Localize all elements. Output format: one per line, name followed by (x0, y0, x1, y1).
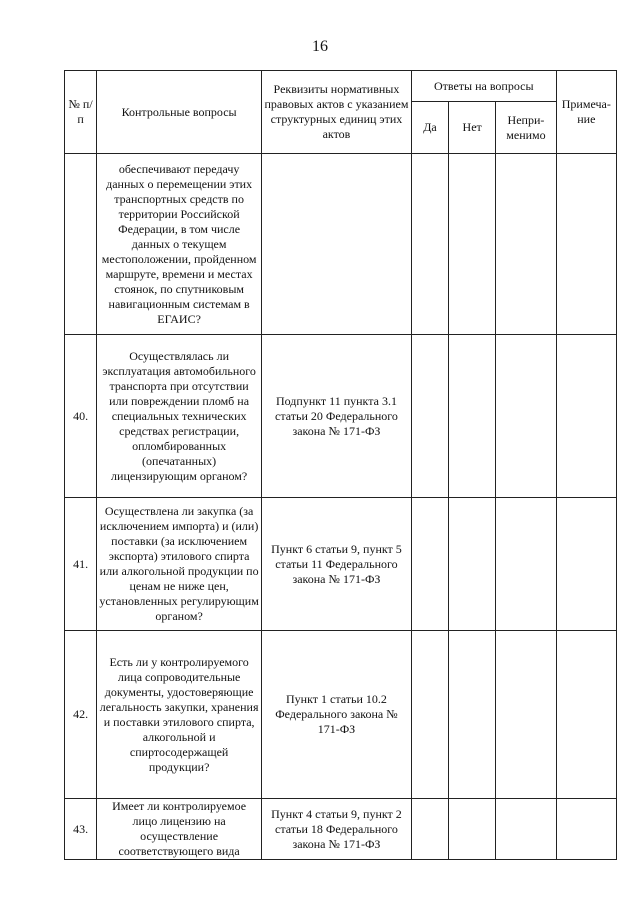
table-row (65, 799, 617, 860)
row-law (262, 154, 412, 335)
table-header-row (65, 71, 617, 102)
answer-yes-cell[interactable] (411, 799, 448, 860)
table-row (65, 631, 617, 799)
row-question: Имеет ли контролируемое лицо лицензию на осуществление соответствующего вида (97, 799, 262, 860)
answer-no-cell[interactable] (449, 154, 496, 335)
note-cell[interactable] (556, 498, 616, 631)
table-row (65, 154, 617, 335)
answer-na-cell[interactable] (496, 498, 556, 631)
table-row (65, 498, 617, 631)
answer-na-cell[interactable] (496, 154, 556, 335)
header-yes: Да (411, 102, 448, 154)
answer-no-cell[interactable] (449, 631, 496, 799)
table-row (65, 335, 617, 498)
answer-yes-cell[interactable] (411, 498, 448, 631)
note-cell[interactable] (556, 335, 616, 498)
answer-na-cell[interactable] (496, 799, 556, 860)
answer-no-cell[interactable] (449, 335, 496, 498)
row-question: обеспечивают передачу данных о перемещении этих транспортных средств по территории Российской Федерации, в том числе данных о текущем местоположении, пройденном маршруте, времени и местах стоянок, по спутниковым навигационным системам в ЕГАИС? (97, 154, 262, 335)
row-law: Пункт 1 статьи 10.2 Федерального закона № 171-ФЗ (262, 631, 412, 799)
answer-yes-cell[interactable] (411, 335, 448, 498)
row-num: 40. (65, 335, 97, 498)
header-answers: Ответы на вопросы (411, 71, 556, 102)
header-note: Примеча-ние (556, 71, 616, 154)
note-cell[interactable] (556, 799, 616, 860)
row-question: Осуществлена ли закупка (за исключением импорта) и (или) поставки (за исключением экспорта) этилового спирта или алкогольной продукции по ценам не ниже цен, установленных регулирующим органом? (97, 498, 262, 631)
header-num: № п/п (65, 71, 97, 154)
row-question: Осуществлялась ли эксплуатация автомобильного транспорта при отсутствии или повреждении пломб на специальных технических средствах регистрации, опломбированных (опечатанных) лицензирующим органом? (97, 335, 262, 498)
row-num: 43. (65, 799, 97, 860)
answer-na-cell[interactable] (496, 631, 556, 799)
page-number: 16 (312, 38, 328, 55)
header-questions: Контрольные вопросы (97, 71, 262, 154)
note-cell[interactable] (556, 631, 616, 799)
answer-yes-cell[interactable] (411, 631, 448, 799)
row-num: 41. (65, 498, 97, 631)
answer-no-cell[interactable] (449, 799, 496, 860)
row-law: Подпункт 11 пункта 3.1 статьи 20 Федерального закона № 171-ФЗ (262, 335, 412, 498)
row-law: Пункт 6 статьи 9, пункт 5 статьи 11 Федерального закона № 171-ФЗ (262, 498, 412, 631)
row-num: 42. (65, 631, 97, 799)
answer-na-cell[interactable] (496, 335, 556, 498)
note-cell[interactable] (556, 154, 616, 335)
answer-yes-cell[interactable] (411, 154, 448, 335)
row-law: Пункт 4 статьи 9, пункт 2 статьи 18 Федерального закона № 171-ФЗ (262, 799, 412, 860)
row-num (65, 154, 97, 335)
header-not-applicable: Непри-менимо (496, 102, 556, 154)
header-requisites: Реквизиты нормативных правовых актов с указанием структурных единиц этих актов (262, 71, 412, 154)
row-question: Есть ли у контролируемого лица сопроводительные документы, удостоверяющие легальность закупки, хранения и поставки этилового спирта, алкогольной и спиртосодержащей продукции? (97, 631, 262, 799)
checklist-table (64, 70, 617, 860)
header-no: Нет (449, 102, 496, 154)
answer-no-cell[interactable] (449, 498, 496, 631)
